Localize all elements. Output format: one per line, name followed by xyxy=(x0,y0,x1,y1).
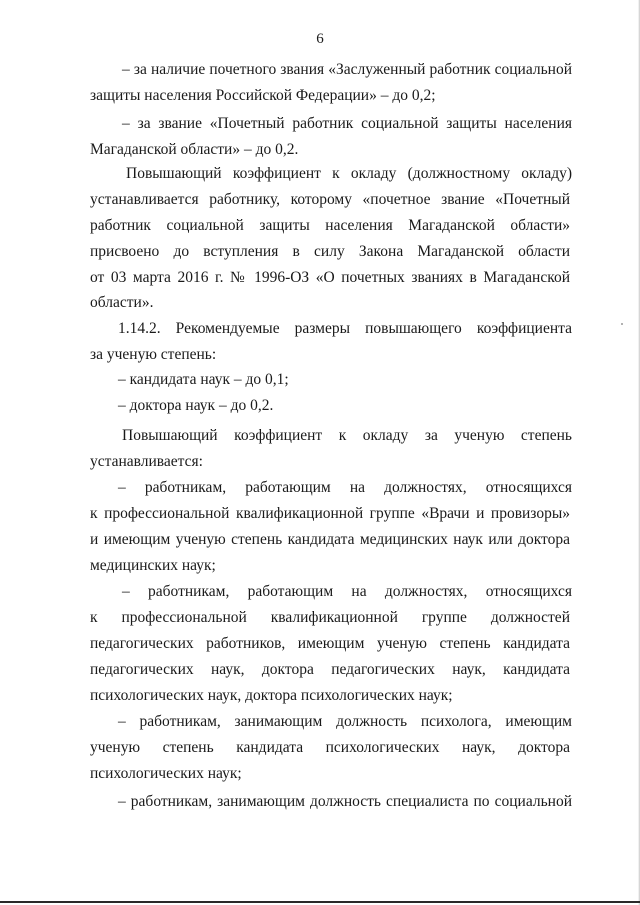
list-item: – работникам, занимающим должность психолога, имеющим xyxy=(118,713,572,730)
text-line: психологических наук; xyxy=(90,765,242,782)
text-line: защиты населения Российской Федерации» – до 0,2; xyxy=(90,87,436,104)
text-line: присвоено до вступления в силу Закона Магаданской области xyxy=(90,243,570,260)
list-item: – работникам, занимающим должность специалиста по социальной xyxy=(118,793,572,810)
text-line: педагогических работников, имеющим ученую степень кандидата xyxy=(90,635,570,652)
text-line: устанавливается работнику, которому «почетное звание «Почетный xyxy=(90,191,570,208)
scan-artifact xyxy=(621,323,623,325)
list-item: – работникам, работающим на должностях, относящихся xyxy=(118,479,572,496)
page-number: 6 xyxy=(316,31,324,47)
text-line: работник социальной защиты населения Магаданской области» xyxy=(90,217,570,234)
scan-edge-bottom xyxy=(0,901,640,903)
text-line: области». xyxy=(90,294,154,311)
text-line: – за наличие почетного звания «Заслуженный работник социальной xyxy=(122,61,572,78)
list-item: – работникам, работающим на должностях, относящихся xyxy=(122,583,572,600)
text-line: психологических наук, доктора психологических наук; xyxy=(90,687,453,704)
text-line: за ученую степень: xyxy=(90,346,217,363)
text-line: медицинских наук; xyxy=(90,557,216,574)
text-line: от 03 марта 2016 г. № 1996-ОЗ «О почетных званиях в Магаданской xyxy=(90,269,570,286)
list-item: – кандидата наук – до 0,1; xyxy=(118,371,289,388)
text-line: устанавливается: xyxy=(90,453,203,470)
text-line: 1.14.2. Рекомендуемые размеры повышающего коэффициента xyxy=(118,320,572,337)
text-line: педагогических наук, доктора педагогических наук, кандидата xyxy=(90,661,570,678)
text-line: и имеющим ученую степень кандидата медицинских наук или доктора xyxy=(90,531,570,548)
text-line: к профессиональной квалификационной группе «Врачи и провизоры» xyxy=(90,505,570,522)
text-line: ученую степень кандидата психологических наук, доктора xyxy=(90,739,570,756)
list-item: – доктора наук – до 0,2. xyxy=(118,397,274,414)
text-line: Магаданской области» – до 0,2. xyxy=(90,141,299,158)
text-line: Повышающий коэффициент к окладу за ученую степень xyxy=(122,427,572,444)
text-line: к профессиональной квалификационной группе должностей xyxy=(90,609,570,626)
text-line: Повышающий коэффициент к окладу (должностному окладу) xyxy=(126,165,572,182)
text-line: – за звание «Почетный работник социальной защиты населения xyxy=(122,115,572,132)
